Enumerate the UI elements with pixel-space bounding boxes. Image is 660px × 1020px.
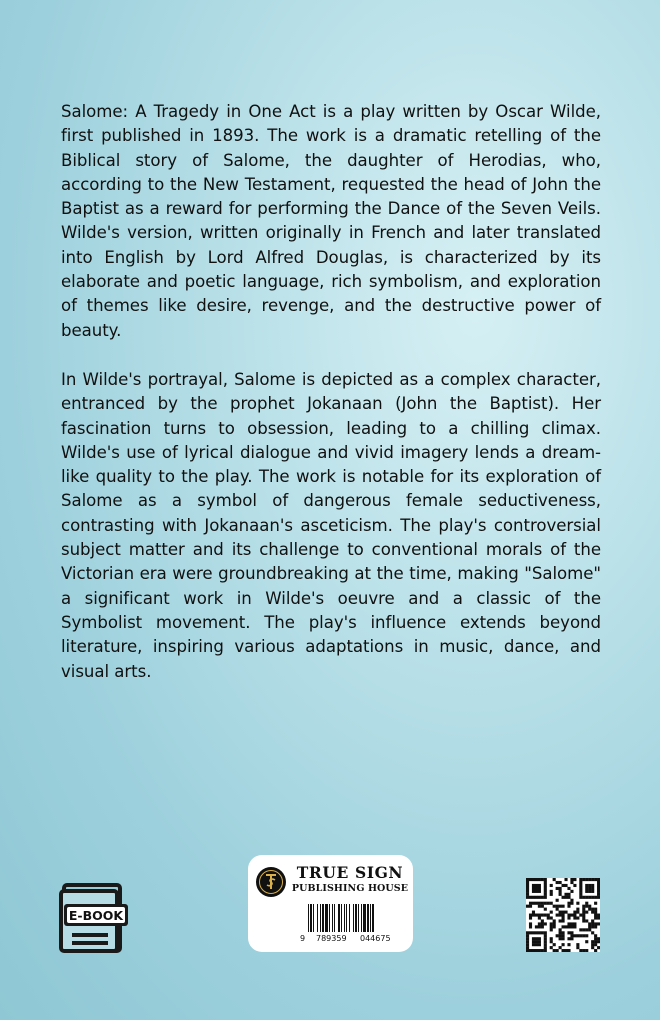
back-cover-blurb (61, 100, 601, 709)
barcode (308, 904, 400, 934)
ebook-badge (58, 882, 130, 954)
publisher-subtitle: PUBLISHING HOUSE (291, 883, 409, 894)
isbn-group-1: 789359 (316, 934, 347, 943)
blurb-paragraph-2: In Wilde's portrayal, Salome is depicted as a complex character, entranced by the prophet Jokanaan (John the Baptist). Her fascination turns to obsession, leading to a chilling climax. Wilde's use of lyrical dialogue and vivid imagery lends a dream-like quality to the play. The work is notable for its exploration of Salome as a symbol of dangerous female seductiveness, contrasting with Jokanaan's asceticism. The play's controversial subject matter and its challenge to conventional morals of the Victorian era were groundbreaking at the time, making "Salome" a significant work in Wilde's oeuvre and a classic of the Symbolist movement. The play's influence extends beyond literature, inspiring various adaptations in music, dance, and visual arts. (61, 369, 601, 681)
publisher-name: TRUE SIGN (296, 863, 404, 882)
ebook-label: E-BOOK (68, 908, 124, 923)
ebook-icon (58, 882, 130, 954)
isbn-prefix: 9 (300, 934, 306, 943)
isbn-group-2: 044675 (360, 934, 391, 943)
ts-monogram-icon (256, 867, 286, 897)
publisher-card (248, 855, 413, 952)
qr-code-icon (526, 878, 600, 952)
blurb-paragraph-1: Salome: A Tragedy in One Act is a play written by Oscar Wilde, first published in 1893. The work is a dramatic retelling of the Biblical story of Salome, the daughter of Herodias, who, according to the New Testament, requested the head of John the Baptist as a reward for performing the Dance of the Seven Veils. Wilde's version, written originally in French and later translated into English by Lord Alfred Douglas, is characterized by its elaborate and poetic language, rich symbolism, and exploration of themes like desire, revenge, and the destructive power of beauty. (61, 102, 601, 340)
qr-code (526, 878, 600, 952)
